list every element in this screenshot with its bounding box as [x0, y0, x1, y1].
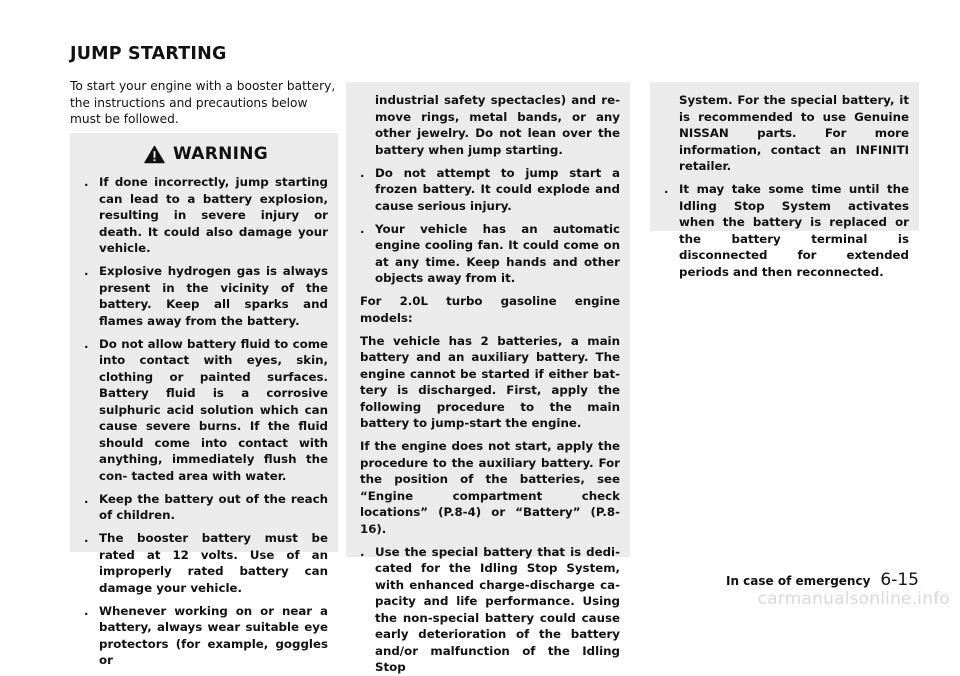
list-item-text: Explosive hydrogen gas is always present in the vicinity of the battery. Keep all sparks and flames away from the battery. — [99, 264, 328, 328]
list-item — [360, 544, 620, 676]
continued-text: industrial safety spectacles) and re- move rings, metal bands, or any other jewelry. Do not lean over the battery when jump starting. — [375, 93, 620, 157]
bullet: . — [664, 182, 669, 196]
bullet: . — [84, 491, 89, 506]
warning-box — [70, 133, 338, 667]
turbo-heading: For 2.0L turbo gasoline engine models: — [360, 294, 620, 325]
continued-text: System. For the special battery, it is recommended to use Genuine NISSAN parts. For more information, contact an INFINITI retailer. — [679, 93, 909, 173]
bullet: . — [360, 165, 365, 180]
bullet: . — [84, 336, 89, 351]
page-number: 6-15 — [880, 570, 919, 590]
paragraph: The vehicle has 2 batteries, a main battery and an auxiliary battery. The engine cannot be started if either bat- tery is discharged. First, apply the following procedure to the main battery to jump-start the engine. — [360, 333, 620, 430]
list-item — [84, 603, 328, 669]
list-item-text: If done incorrectly, jump starting can lead to a battery explosion, resulting in severe injury or death. It could also damage your vehicle. — [99, 175, 328, 255]
bullet: . — [360, 544, 365, 559]
list-item-text: Do not attempt to jump start a frozen battery. It could explode and cause serious injury. — [375, 165, 620, 213]
warning-triangle-icon — [144, 145, 165, 164]
list-item — [84, 491, 328, 524]
list-item-text: Use the special battery that is dedi- cated for the Idling Stop System, with enhanced charge-discharge ca- pacity and life performance. Using the non-special battery could cause early deterioration of the battery and/or malfunction of the Idling Stop — [375, 544, 620, 674]
list-item — [664, 181, 909, 280]
section-name: In case of emergency — [726, 574, 871, 588]
list-item — [84, 174, 328, 257]
bullet: . — [84, 175, 89, 189]
list-item — [84, 336, 328, 485]
warning-header — [84, 145, 328, 164]
warning-label: WARNING — [172, 144, 269, 165]
intro-text: To start your engine with a booster battery, the instructions and precautions below must be followed. — [70, 79, 336, 126]
bullet: . — [360, 221, 365, 236]
bullet: . — [84, 264, 89, 278]
list-item — [360, 165, 620, 215]
warning-box-continued — [650, 82, 919, 279]
list-item-text: The booster battery must be rated at 12 volts. Use of an improperly rated battery can damage your vehicle. — [99, 531, 328, 595]
list-item-text: It may take some time until the Idling Stop System activates when the battery is replaced or the battery terminal is disconnected for extended periods and then reconnected. — [679, 182, 909, 279]
list-item-text: Your vehicle has an automatic engine cooling fan. It could come on at any time. Keep hands and other objects away from it. — [375, 221, 620, 285]
list-item-text: Keep the battery out of the reach of children. — [99, 491, 328, 522]
list-item-text: Whenever working on or near a battery, always wear suitable eye protectors (for example, goggles or — [99, 603, 328, 667]
list-item — [84, 263, 328, 329]
list-item — [360, 221, 620, 287]
warning-box-continued — [346, 82, 630, 674]
bullet: . — [84, 603, 89, 618]
list-item-text: Do not allow battery fluid to come into contact with eyes, skin, clothing or painted surfaces. Battery fluid is a corrosive sulphuric acid solution which can cause severe burns. If the fluid should come into contact with anything, immediately flush the con- tacted area with water. — [99, 336, 328, 483]
page-title: JUMP STARTING — [70, 44, 227, 64]
list-item — [84, 530, 328, 596]
paragraph: If the engine does not start, apply the procedure to the auxiliary battery. For the position of the batteries, see “Engine compartment check locations” (P.8-4) or “Battery” (P.8-16). — [360, 439, 620, 536]
bullet: . — [84, 531, 89, 545]
page-footer — [726, 570, 919, 590]
watermark: carmanualsonline.info — [757, 589, 950, 609]
